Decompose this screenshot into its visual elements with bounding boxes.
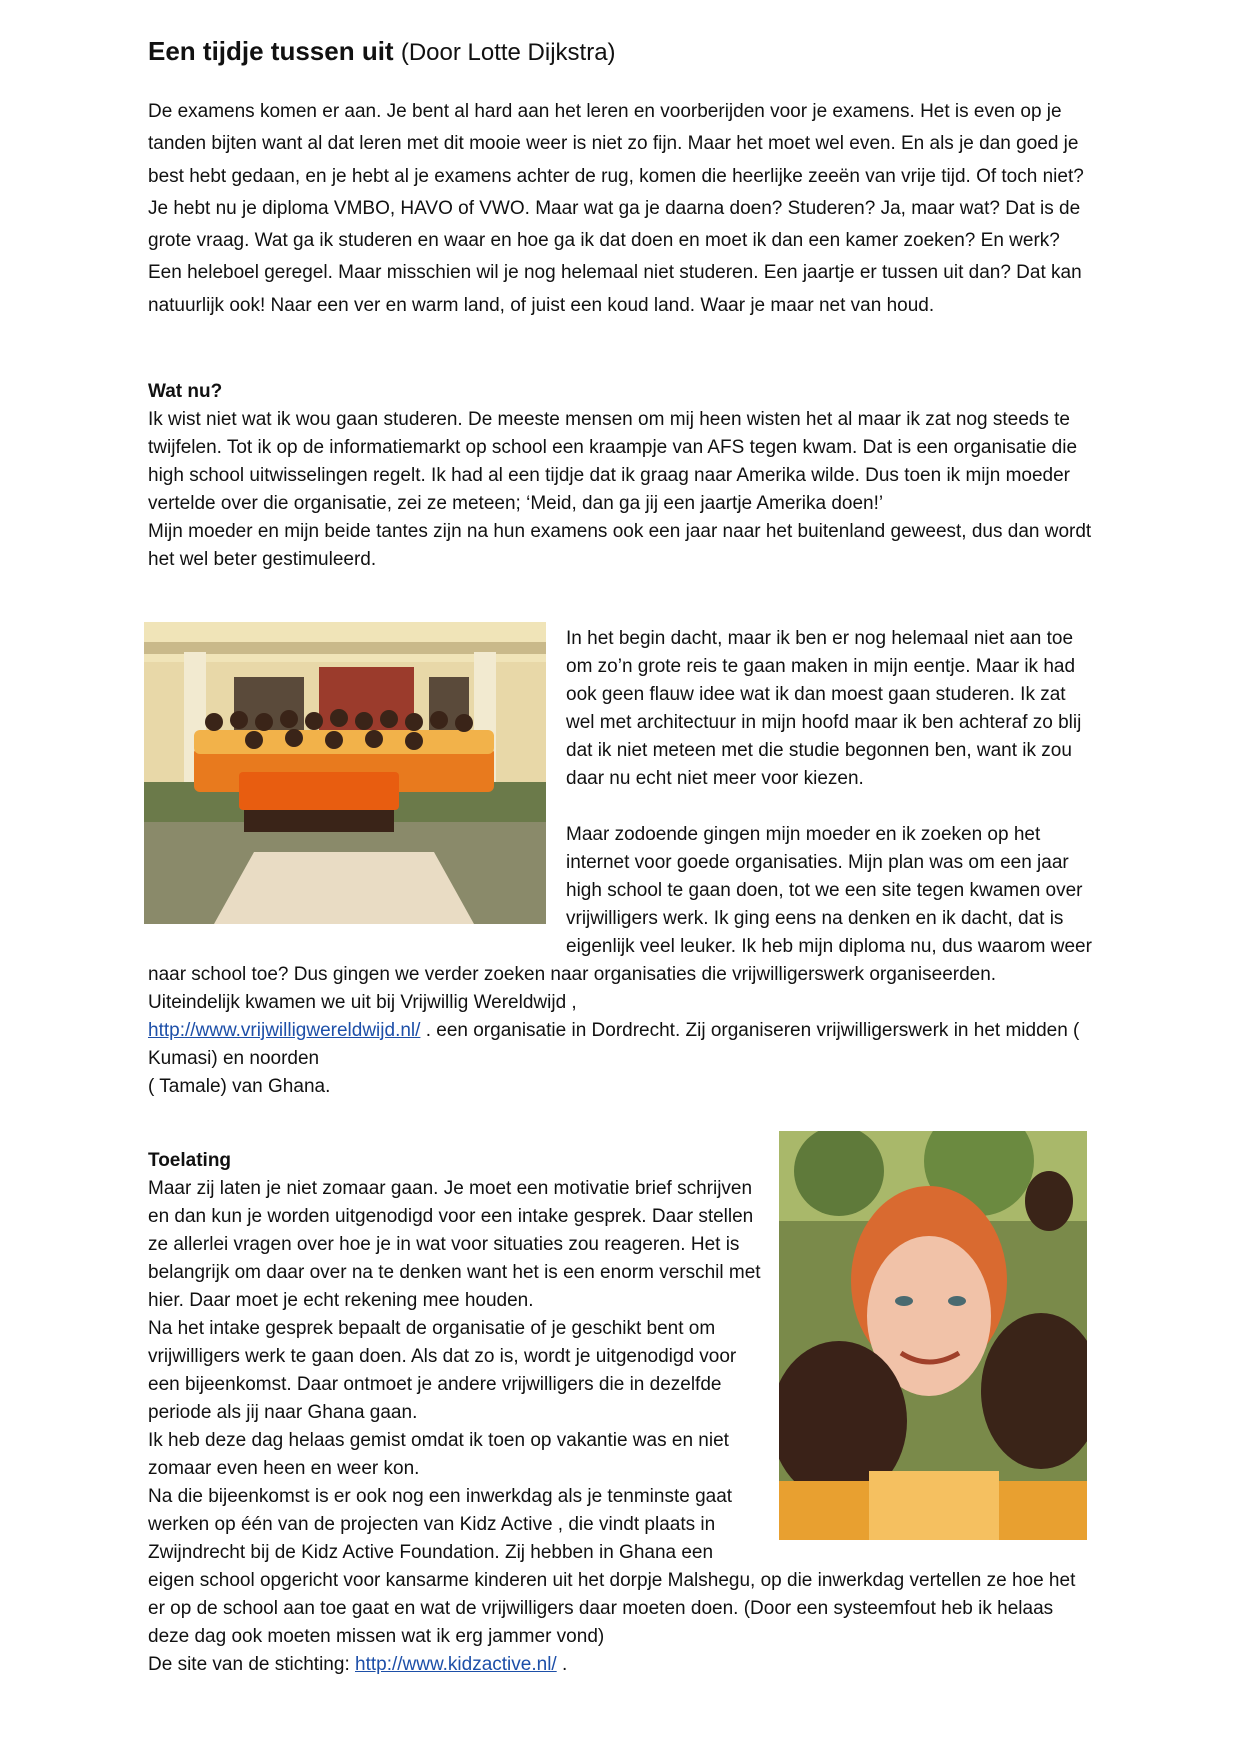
toelating-paragraph-1: Maar zij laten je niet zomaar gaan. Je moet een motivatie brief schrijven en dan kun je worden uitgenodigd voor een intake gesprek. Daar stellen ze allerlei vragen over hoe je in wat voor situaties zou reageren. Het is belangrijk om daar over na te denken want het is een enorm verschil met hier. Daar moet je echt rekening mee houden. (148, 1178, 761, 1311)
kidzactive-trailing: . (556, 1654, 568, 1675)
toelating-paragraph-2: Na het intake gesprek bepaalt de organisatie of je geschikt bent om vrijwilligers werk te gaan doen. Als dat zo is, wordt je uitgenodigd voor een bijeenkomst. Daar ontmoet je andere vrijwilligers die in dezelfde periode als jij naar Ghana gaan. (148, 1318, 737, 1423)
begin-paragraph-2-text: Maar zodoende gingen mijn moeder en ik zoeken op het internet voor goede organisaties. Mijn plan was om een jaar high school te gaan doen, tot we een site tegen kwamen over vrijwilligers werk. Ik ging eens na denken en ik dacht, dat is eigenlijk veel leuker. Ik heb mijn diploma nu, dus waarom weer naar school toe? Dus gingen we verder zoeken naar organisaties die vrijwilligerswerk organiseerden. Uiteindelijk kwamen we uit bij Vrijwillig Wereldwijd , (148, 824, 1092, 1013)
toelating-paragraph-4: Na die bijeenkomst is er ook nog een inwerkdag als je tenminste gaat werken op één van de projecten van Kidz Active , die vindt plaats in Zwijndrecht bij de Kidz Active Foundation. Zij hebben in Ghana een eigen school opgericht voor kansarme kinderen uit het dorpje Malshegu, op die inwerkdag vertellen ze hoe het er op de school aan toe gaat en wat de vrijwilligers daar moeten doen. (Door een systeemfout heb ik helaas deze dag ook moeten missen wat ik erg jammer vond) (148, 1486, 1076, 1647)
section-heading-toelating: Toelating (148, 1150, 232, 1171)
article-title-line (148, 34, 1093, 70)
toelating-paragraph-5 (148, 1651, 1093, 1679)
article-byline: (Door Lotte Dijkstra) (400, 39, 616, 66)
section-begin (148, 625, 1093, 1101)
wat-nu-paragraph-2: Mijn moeder en mijn beide tantes zijn na hun examens ook een jaar naar het buitenland geweest, dus dan wordt het wel beter gestimuleerd. (148, 521, 1092, 570)
vrijwillig-wereldwijd-link[interactable]: http://www.vrijwilligwereldwijd.nl/ (148, 1020, 421, 1041)
begin-paragraph-2-continued: . een organisatie in Dordrecht. Zij organiseren vrijwilligerswerk in het midden ( Kumasi) en noorden (148, 1020, 1080, 1069)
volunteer-with-children-photo (779, 1131, 1087, 1540)
section-heading-wat-nu: Wat nu? (148, 381, 223, 402)
intro-paragraph: De examens komen er aan. Je bent al hard aan het leren en voorberijden voor je examens. Het is even op je tanden bijten want al dat leren met dit mooie weer is niet zo fijn. Maar het moet wel even. En als je dan goed je best hebt gedaan, en je hebt al je examens achter de rug, komen die heerlijke zeeën van vrije tijd. Of toch niet? Je hebt nu je diploma VMBO, HAVO of VWO. Maar wat ga je daarna doen? Studeren? Ja, maar wat? Dat is de grote vraag. Wat ga ik studeren en waar en hoe ga ik dat doen en moet ik dan een kamer zoeken? En werk? Een heleboel geregel. Maar misschien wil je nog helemaal niet studeren. Een jaartje er tussen uit dan? Dat kan natuurlijk ook! Naar een ver en warm land, of juist een koud land. Waar je maar net van houd. (148, 101, 1084, 316)
section-toelating (148, 1147, 1093, 1679)
kidzactive-link[interactable]: http://www.kidzactive.nl/ (355, 1654, 557, 1675)
school-children-photo (144, 622, 546, 924)
document-page (148, 34, 1093, 1675)
begin-paragraph-1: In het begin dacht, maar ik ben er nog helemaal niet aan toe om zo’n grote reis te gaan maken in mijn eentje. Maar ik had ook geen flauw idee wat ik dan moest gaan studeren. Ik zat wel met architectuur in mijn hoofd maar ik ben achteraf zo blij dat ik niet meteen met die studie begonnen ben, want ik zou daar nu echt niet meer voor kiezen. (566, 628, 1082, 789)
begin-paragraph-2-end: ( Tamale) van Ghana. (148, 1076, 331, 1097)
wat-nu-paragraph-1: Ik wist niet wat ik wou gaan studeren. De meeste mensen om mij heen wisten het al maar ik zat nog steeds te twijfelen. Tot ik op de informatiemarkt op school een kraampje van AFS tegen kwam. Dat is een organisatie die high school uitwisselingen regelt. Ik had al een tijdje dat ik graag naar Amerika wilde. Dus toen ik mijn moeder vertelde over die organisatie, zei ze meteen; ‘Meid, dan ga jij een jaartje Amerika doen!’ (148, 409, 1078, 514)
section-wat-nu (148, 378, 1093, 574)
kidzactive-site-label: De site van de stichting: (148, 1654, 355, 1675)
toelating-paragraph-3: Ik heb deze dag helaas gemist omdat ik toen op vakantie was en niet zomaar even heen en weer kon. (148, 1430, 729, 1479)
article-title: Een tijdje tussen uit (148, 36, 394, 66)
